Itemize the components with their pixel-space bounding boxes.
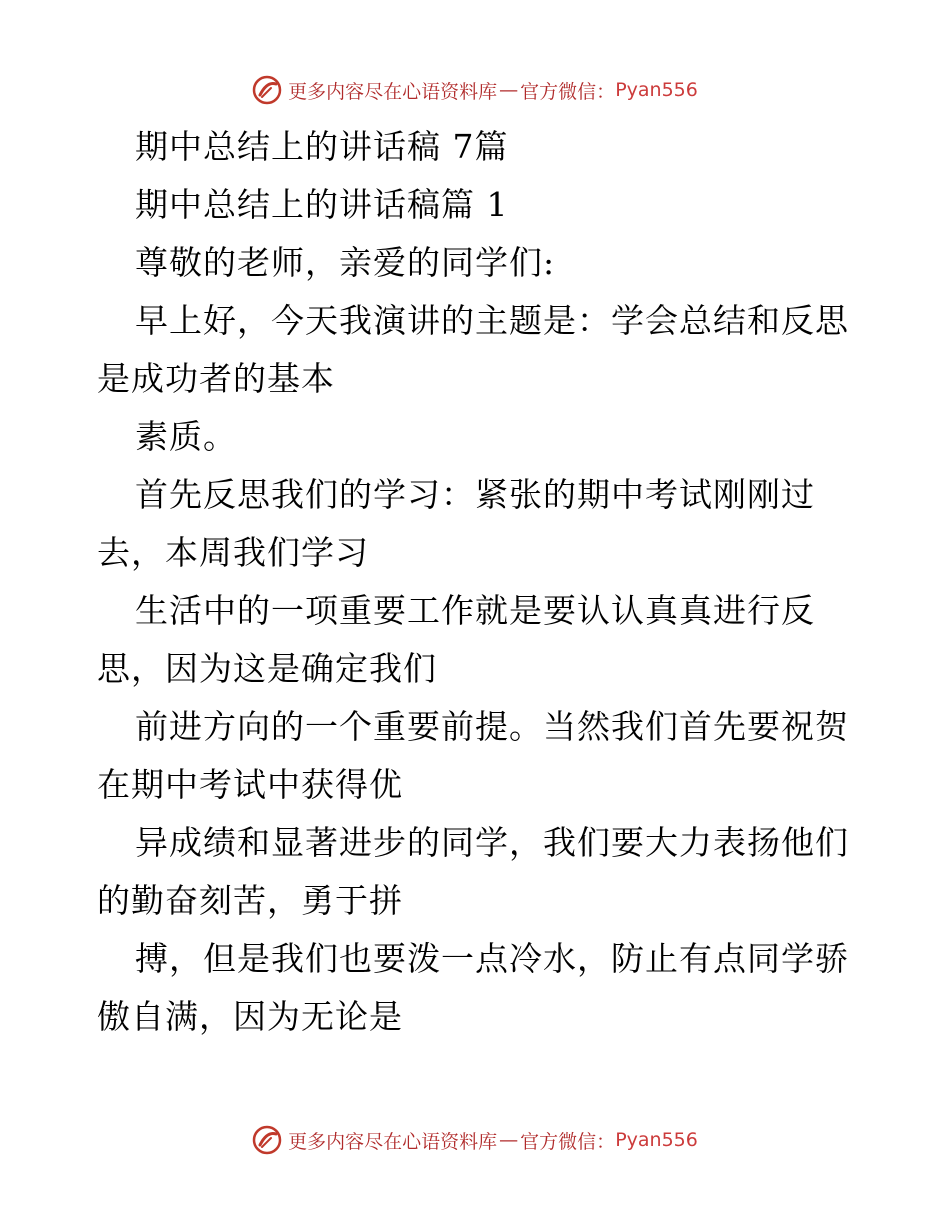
paragraph-line: 思，因为这是确定我们: [97, 649, 437, 688]
paragraph-line: 异成绩和显著进步的同学，我们要大力表扬他们: [135, 823, 849, 862]
paragraph-line: 去，本周我们学习: [97, 533, 369, 572]
paragraph-line: 素质。: [135, 417, 237, 456]
document-subtitle: 期中总结上的讲话稿篇 1: [135, 185, 509, 224]
header-watermark: [0, 70, 950, 110]
paragraph-line: 早上好，今天我演讲的主题是：学会总结和反思: [135, 301, 849, 340]
paragraph-line: 傲自满，因为无论是: [97, 997, 403, 1036]
logo-icon: [252, 75, 282, 105]
logo-icon: [252, 1125, 282, 1155]
watermark-contact-label: 官方微信：: [520, 1130, 616, 1153]
paragraph-line: 前进方向的一个重要前提。当然我们首先要祝贺: [135, 707, 849, 746]
paragraph-line: 搏，但是我们也要泼一点冷水，防止有点同学骄: [135, 939, 849, 978]
footer-watermark: [0, 1120, 950, 1160]
watermark-label: 更多内容尽在心语资料库: [288, 80, 498, 103]
watermark-dash: —: [499, 1129, 519, 1151]
watermark-contact-label: 官方微信：: [520, 80, 616, 103]
paragraph-line: 在期中考试中获得优: [97, 765, 403, 804]
watermark-label: 更多内容尽在心语资料库: [288, 1130, 498, 1153]
paragraph-line: 生活中的一项重要工作就是要认认真真进行反: [135, 591, 815, 630]
paragraph-line: 的勤奋刻苦，勇于拼: [97, 881, 403, 920]
document-title: 期中总结上的讲话稿 7篇: [135, 127, 509, 166]
watermark-dash: —: [499, 79, 519, 101]
watermark-handle: Pyan556: [615, 1129, 698, 1151]
watermark-handle: Pyan556: [615, 79, 698, 101]
paragraph-line: 首先反思我们的学习：紧张的期中考试刚刚过: [135, 475, 815, 514]
paragraph-line: 是成功者的基本: [97, 359, 335, 398]
paragraph-line: 尊敬的老师，亲爱的同学们:: [135, 243, 556, 282]
